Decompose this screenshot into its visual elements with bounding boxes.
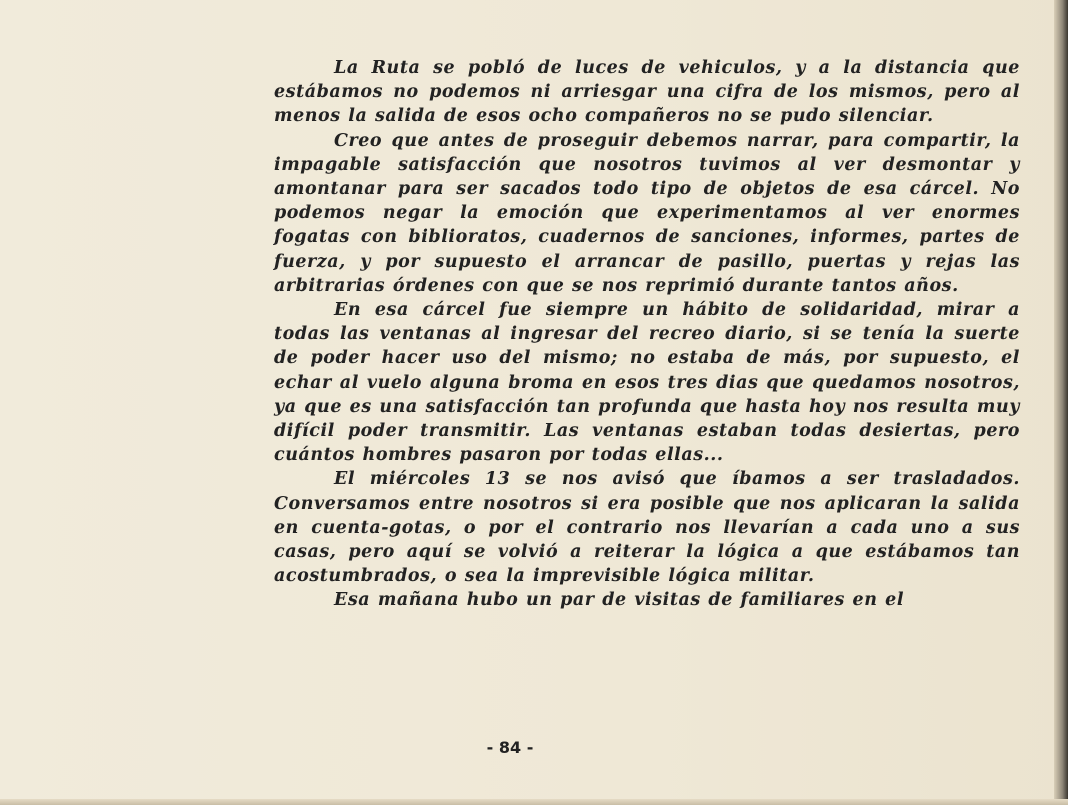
page-edge-shadow [1054, 0, 1068, 805]
paragraph: La Ruta se pobló de luces de vehiculos, y a la distancia que estábamos no podemos ni arriesgar una cifra de los mismos, pero al menos la salida de esos ocho compañeros no se pudo silenciar. [274, 58, 1020, 127]
paragraph: El miércoles 13 se nos avisó que íbamos a ser trasladados. Conversamos entre nosotros si era posible que nos aplicaran la salida en cuenta-gotas, o por el contrario nos llevarían a cada uno a sus casas, pero aquí se volvió a reiterar la lógica a que estábamos tan acostumbrados, o sea la imprevisible lógica militar. [274, 469, 1020, 587]
page-bottom-edge [0, 799, 1068, 805]
paragraph: Creo que antes de proseguir debemos narrar, para compartir, la impagable satisfacción que nosotros tuvimos al ver desmontar y amontanar para ser sacados todo tipo de objetos de esa cárcel. No podemos negar la emoción que experimentamos al ver enormes fogatas con biblioratos, cuadernos de sanciones, informes, partes de fuerza, y por supuesto el arrancar de pasillo, puertas y rejas las arbitrarias órdenes con que se nos reprimió durante tantos años. [274, 130, 1020, 296]
page-number: - 84 - [486, 738, 534, 757]
body-text [274, 56, 1020, 613]
paragraph: Esa mañana hubo un par de visitas de familiares en el [334, 590, 905, 611]
paragraph: En esa cárcel fue siempre un hábito de solidaridad, mirar a todas las ventanas al ingresar del recreo diario, si se tenía la suerte de poder hacer uso del mismo; no estaba de más, por supuesto, el echar al vuelo alguna broma en esos tres dias que quedamos nosotros, ya que es una satisfacción tan profunda que hasta hoy nos resulta muy difícil poder transmitir. Las ventanas estaban todas desiertas, pero cuántos hombres pasaron por todas ellas... [274, 300, 1020, 466]
